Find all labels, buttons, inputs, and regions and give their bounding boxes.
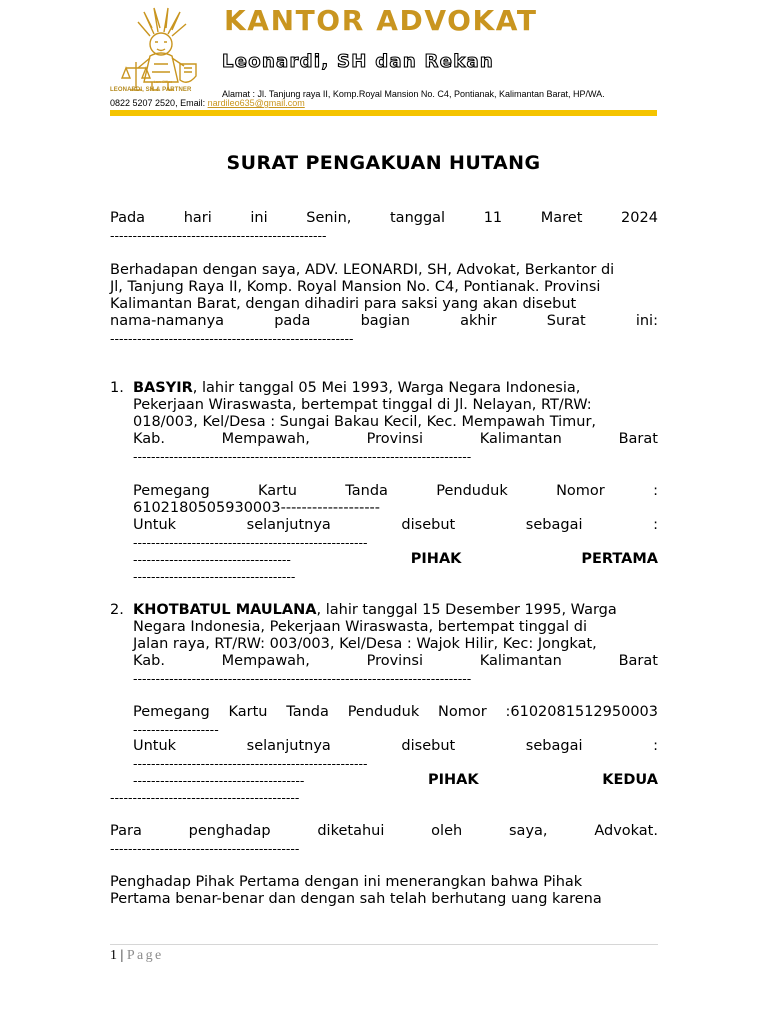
word: Para (110, 823, 142, 839)
word: Kartu (258, 483, 297, 499)
word: tanggal (390, 210, 446, 226)
word: diketahui (317, 823, 385, 839)
phone-text: 0822 5207 2520, Email: (110, 98, 208, 108)
filler-dashes: ------------------------------------------ (110, 790, 300, 805)
party-second-id (133, 704, 658, 789)
date-paragraph (110, 210, 658, 244)
word: Maret (540, 210, 583, 226)
word: : (653, 483, 658, 499)
word: Tanda (345, 483, 388, 499)
word: Surat (546, 313, 586, 329)
intro-line: Jl, Tanjung Raya II, Komp. Royal Mansion No. C4, Pontianak. Provinsi (110, 279, 601, 295)
office-address: Alamat : Jl. Tanjung raya II, Komp.Royal Mansion No. C4, Pontianak, Kalimantan Barat, HP/WA. (222, 89, 605, 99)
word: selanjutnya (246, 738, 331, 754)
word: 11 (483, 210, 503, 226)
party-text: , lahir tanggal 15 Desember 1995, Warga (316, 602, 617, 618)
filler-dashes: ---------------------------------------------------- (133, 756, 368, 771)
word: : (653, 517, 658, 533)
page-label: Page (126, 948, 164, 963)
firm-name: Leonardi, SH dan Rekan (222, 51, 495, 72)
party-number: 2. (110, 602, 124, 618)
word: Kab. (133, 431, 165, 447)
word: Advokat. (594, 823, 658, 839)
called-line (133, 517, 658, 534)
word: Mempawah, (221, 431, 310, 447)
party-line (133, 431, 658, 448)
word: ini (250, 210, 268, 226)
law-office-logo (110, 6, 216, 98)
logo-caption: LEONARDI, SH & PARTNER (110, 87, 192, 93)
filler-dashes: -------------------------------------- (133, 773, 305, 788)
word: penghadap (188, 823, 271, 839)
role-word: PIHAK (428, 772, 479, 788)
page-footer (110, 948, 164, 964)
word: sebagai (525, 738, 583, 754)
svg-text:Law Office: Law Office (153, 79, 173, 84)
word: ini: (635, 313, 658, 329)
filler-dashes: --------------------------------------------------------------------------- (133, 671, 472, 686)
page-separator: | (117, 948, 127, 963)
role-line (133, 772, 658, 789)
closing-line: Penghadap Pihak Pertama dengan ini menerangkan bahwa Pihak (110, 874, 583, 890)
word: Penduduk (347, 704, 420, 720)
word: Tanda (286, 704, 329, 720)
filler-dashes: ---------------------------------------------------- (133, 535, 368, 550)
filler-dashes: ------------------------------------------------------ (110, 331, 354, 346)
word: oleh (431, 823, 463, 839)
word: Pemegang (133, 483, 210, 499)
word: Barat (618, 653, 658, 669)
intro-last-line (110, 313, 658, 330)
word: Nomor (438, 704, 487, 720)
word: akhir (460, 313, 497, 329)
office-contact (110, 98, 305, 108)
party-second-trailing (110, 789, 658, 806)
word: bagian (360, 313, 410, 329)
role-word: KEDUA (602, 772, 658, 788)
word: Kartu (228, 704, 268, 720)
intro-line: Kalimantan Barat, dengan dihadiri para saksi yang akan disebut (110, 296, 577, 312)
word: Kalimantan (479, 431, 562, 447)
party-name: BASYIR (133, 380, 193, 396)
office-title: KANTOR ADVOKAT (224, 4, 538, 37)
party-number: 1. (110, 380, 124, 396)
footer-divider (110, 944, 658, 945)
email-link[interactable]: nardileo635@gmail.com (207, 98, 305, 108)
party-first-id (133, 483, 658, 585)
word: hari (183, 210, 212, 226)
date-line (110, 210, 658, 227)
role-line (133, 551, 658, 568)
page-number: 1 (110, 948, 117, 963)
party-name: KHOTBATUL MAULANA (133, 602, 317, 618)
acknowledgement-line (110, 823, 658, 840)
word: Provinsi (366, 431, 423, 447)
word: saya, (509, 823, 548, 839)
called-line (133, 738, 658, 755)
word: Untuk (133, 738, 177, 754)
word: Mempawah, (221, 653, 310, 669)
party-first (133, 380, 658, 465)
filler-dashes: ----------------------------------- (133, 552, 291, 567)
id-line (133, 483, 658, 500)
filler-dashes: ------------------------------------------------ (110, 228, 327, 243)
filler-dashes: ------------------------------------------ (110, 841, 300, 856)
word: 2024 (621, 210, 658, 226)
id-number: 6102180505930003------------------- (133, 500, 381, 516)
party-second (133, 602, 658, 687)
party-line (133, 602, 658, 619)
word: Senin, (306, 210, 352, 226)
word: sebagai (525, 517, 583, 533)
party-text: , lahir tanggal 05 Mei 1993, Warga Negara Indonesia, (192, 380, 581, 396)
word: Kalimantan (479, 653, 562, 669)
word: selanjutnya (246, 517, 331, 533)
word: : (653, 738, 658, 754)
word: disebut (401, 738, 456, 754)
filler-dashes: ------------------- (133, 722, 219, 737)
word: Untuk (133, 517, 177, 533)
party-line: Jalan raya, RT/RW: 003/003, Kel/Desa : Wajok Hilir, Kec: Jongkat, (133, 636, 597, 652)
party-line (133, 380, 658, 397)
closing-paragraph (110, 874, 658, 908)
filler-dashes: --------------------------------------------------------------------------- (133, 449, 472, 464)
intro-paragraph (110, 262, 658, 347)
filler-dashes: ------------------------------------ (133, 569, 296, 584)
role-word: PIHAK (410, 551, 462, 567)
word: Kab. (133, 653, 165, 669)
word: Nomor (556, 483, 605, 499)
word: :6102081512950003 (505, 704, 658, 720)
word: Barat (618, 431, 658, 447)
word: Penduduk (436, 483, 508, 499)
word: Pada (110, 210, 146, 226)
party-line: 018/003, Kel/Desa : Sungai Bakau Kecil, Kec. Mempawah Timur, (133, 414, 597, 430)
closing-line: Pertama benar-benar dan dengan sah telah berhutang uang karena (110, 891, 602, 907)
document-title: SURAT PENGAKUAN HUTANG (226, 152, 541, 174)
word: nama-namanya (110, 313, 225, 329)
header-divider (110, 110, 657, 116)
acknowledgement-paragraph (110, 823, 658, 857)
party-line (133, 653, 658, 670)
id-line (133, 704, 658, 721)
word: pada (274, 313, 311, 329)
word: Provinsi (366, 653, 423, 669)
word: Pemegang (133, 704, 210, 720)
intro-line: Berhadapan dengan saya, ADV. LEONARDI, SH, Advokat, Berkantor di (110, 262, 615, 278)
party-line: Negara Indonesia, Pekerjaan Wiraswasta, bertempat tinggal di (133, 619, 587, 635)
role-word: PERTAMA (581, 551, 658, 567)
party-line: Pekerjaan Wiraswasta, bertempat tinggal di Jl. Nelayan, RT/RW: (133, 397, 592, 413)
word: disebut (401, 517, 456, 533)
